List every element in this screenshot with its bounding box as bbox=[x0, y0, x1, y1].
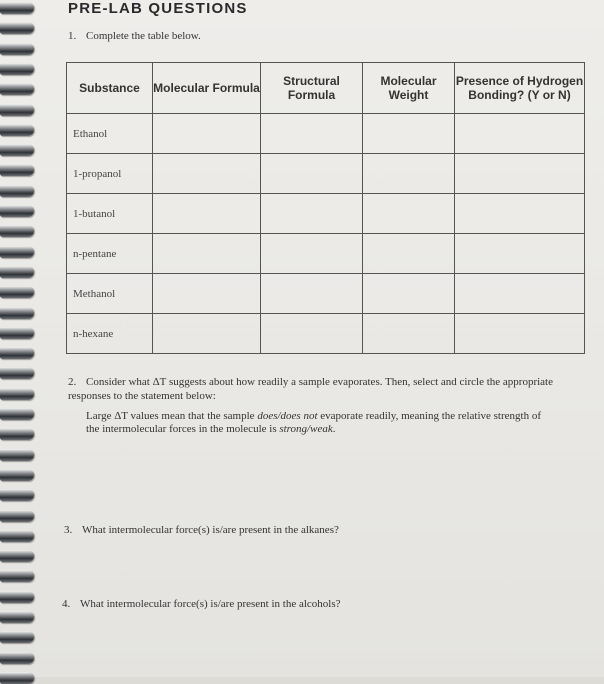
spiral-coil bbox=[0, 327, 34, 339]
statement-end: . bbox=[332, 423, 336, 435]
header-molecular-formula: Molecular Formula bbox=[153, 63, 261, 114]
spiral-coil bbox=[0, 449, 34, 461]
spiral-coil bbox=[0, 652, 34, 664]
statement-part-1: Large ΔT values mean that the sample bbox=[86, 410, 258, 422]
table-header-row bbox=[67, 63, 585, 114]
spiral-coil bbox=[0, 205, 34, 217]
spiral-coil bbox=[0, 43, 34, 55]
structural-formula-cell[interactable] bbox=[261, 194, 363, 234]
spiral-coil bbox=[0, 367, 34, 379]
molecular-weight-cell[interactable] bbox=[363, 314, 455, 354]
header-hydrogen-bonding: Presence of Hydrogen Bonding? (Y or N) bbox=[455, 63, 585, 114]
spiral-coil bbox=[0, 307, 34, 319]
spiral-coil bbox=[0, 510, 34, 522]
molecular-weight-cell[interactable] bbox=[363, 274, 455, 314]
question-1-text: Complete the table below. bbox=[86, 30, 201, 42]
spiral-binding bbox=[0, 0, 38, 677]
spiral-coil bbox=[0, 164, 34, 176]
spiral-coil bbox=[0, 489, 34, 501]
spiral-coil bbox=[0, 286, 34, 298]
substance-table bbox=[66, 62, 585, 354]
molecular-weight-cell[interactable] bbox=[363, 234, 455, 274]
spiral-coil bbox=[0, 469, 34, 481]
spiral-coil bbox=[0, 144, 34, 156]
hydrogen-bonding-cell[interactable] bbox=[455, 154, 585, 194]
molecular-formula-cell[interactable] bbox=[153, 234, 261, 274]
structural-formula-cell[interactable] bbox=[261, 114, 363, 154]
molecular-formula-cell[interactable] bbox=[153, 194, 261, 234]
substance-cell: Methanol bbox=[67, 274, 153, 314]
hydrogen-bonding-cell[interactable] bbox=[455, 274, 585, 314]
spiral-coil bbox=[0, 428, 34, 440]
structural-formula-cell[interactable] bbox=[261, 234, 363, 274]
spiral-coil bbox=[0, 388, 34, 400]
spiral-coil bbox=[0, 550, 34, 562]
spiral-coil bbox=[0, 591, 34, 603]
header-molecular-weight: Molecular Weight bbox=[363, 63, 455, 114]
spiral-coil bbox=[0, 347, 34, 359]
substance-cell: n-pentane bbox=[67, 234, 153, 274]
table-row bbox=[67, 274, 585, 314]
question-3-number: 3. bbox=[64, 524, 73, 536]
substance-cell: n-hexane bbox=[67, 314, 153, 354]
question-1 bbox=[68, 30, 201, 44]
spiral-coil bbox=[0, 631, 34, 643]
question-3-text: What intermolecular force(s) is/are present in the alkanes? bbox=[82, 524, 339, 536]
hydrogen-bonding-cell[interactable] bbox=[455, 234, 585, 274]
question-2-number: 2. bbox=[68, 376, 77, 388]
substance-cell: 1-butanol bbox=[67, 194, 153, 234]
header-structural-formula: Structural Formula bbox=[261, 63, 363, 114]
question-1-number: 1. bbox=[68, 30, 77, 42]
spiral-coil bbox=[0, 611, 34, 623]
spiral-coil bbox=[0, 104, 34, 116]
question-3 bbox=[64, 524, 339, 538]
header-substance: Substance bbox=[67, 63, 153, 114]
statement-part-2: evaporate readily, meaning the relative strength of the intermolecular forces in the molecule is bbox=[86, 410, 541, 435]
question-2-statement bbox=[86, 410, 556, 436]
spiral-coil bbox=[0, 185, 34, 197]
question-4 bbox=[62, 598, 341, 612]
spiral-coil bbox=[0, 2, 34, 14]
molecular-formula-cell[interactable] bbox=[153, 114, 261, 154]
question-2-text: Consider what ΔT suggests about how readily a sample evaporates. Then, select and circle the appropriate responses to the statement below: bbox=[68, 376, 553, 402]
hydrogen-bonding-cell[interactable] bbox=[455, 114, 585, 154]
substance-cell: Ethanol bbox=[67, 114, 153, 154]
molecular-formula-cell[interactable] bbox=[153, 314, 261, 354]
molecular-weight-cell[interactable] bbox=[363, 194, 455, 234]
spiral-coil bbox=[0, 266, 34, 278]
structural-formula-cell[interactable] bbox=[261, 274, 363, 314]
page-title: PRE-LAB QUESTIONS bbox=[68, 0, 248, 17]
question-4-text: What intermolecular force(s) is/are present in the alcohols? bbox=[80, 598, 341, 610]
table-row bbox=[67, 114, 585, 154]
spiral-coil bbox=[0, 570, 34, 582]
question-4-number: 4. bbox=[62, 598, 71, 610]
spiral-coil bbox=[0, 530, 34, 542]
spiral-coil bbox=[0, 63, 34, 75]
table-row bbox=[67, 234, 585, 274]
table-row bbox=[67, 194, 585, 234]
molecular-weight-cell[interactable] bbox=[363, 114, 455, 154]
structural-formula-cell[interactable] bbox=[261, 314, 363, 354]
spiral-coil bbox=[0, 408, 34, 420]
molecular-formula-cell[interactable] bbox=[153, 154, 261, 194]
spiral-coil bbox=[0, 672, 34, 684]
table-row bbox=[67, 314, 585, 354]
spiral-coil bbox=[0, 83, 34, 95]
force-strength-choice[interactable]: strong/weak bbox=[279, 423, 333, 435]
molecular-weight-cell[interactable] bbox=[363, 154, 455, 194]
spiral-coil bbox=[0, 22, 34, 34]
spiral-coil bbox=[0, 124, 34, 136]
table-row bbox=[67, 154, 585, 194]
substance-cell: 1-propanol bbox=[67, 154, 153, 194]
structural-formula-cell[interactable] bbox=[261, 154, 363, 194]
spiral-coil bbox=[0, 246, 34, 258]
hydrogen-bonding-cell[interactable] bbox=[455, 314, 585, 354]
hydrogen-bonding-cell[interactable] bbox=[455, 194, 585, 234]
molecular-formula-cell[interactable] bbox=[153, 274, 261, 314]
question-2 bbox=[68, 376, 558, 403]
spiral-coil bbox=[0, 225, 34, 237]
evaporation-choice[interactable]: does/does not bbox=[257, 410, 318, 422]
